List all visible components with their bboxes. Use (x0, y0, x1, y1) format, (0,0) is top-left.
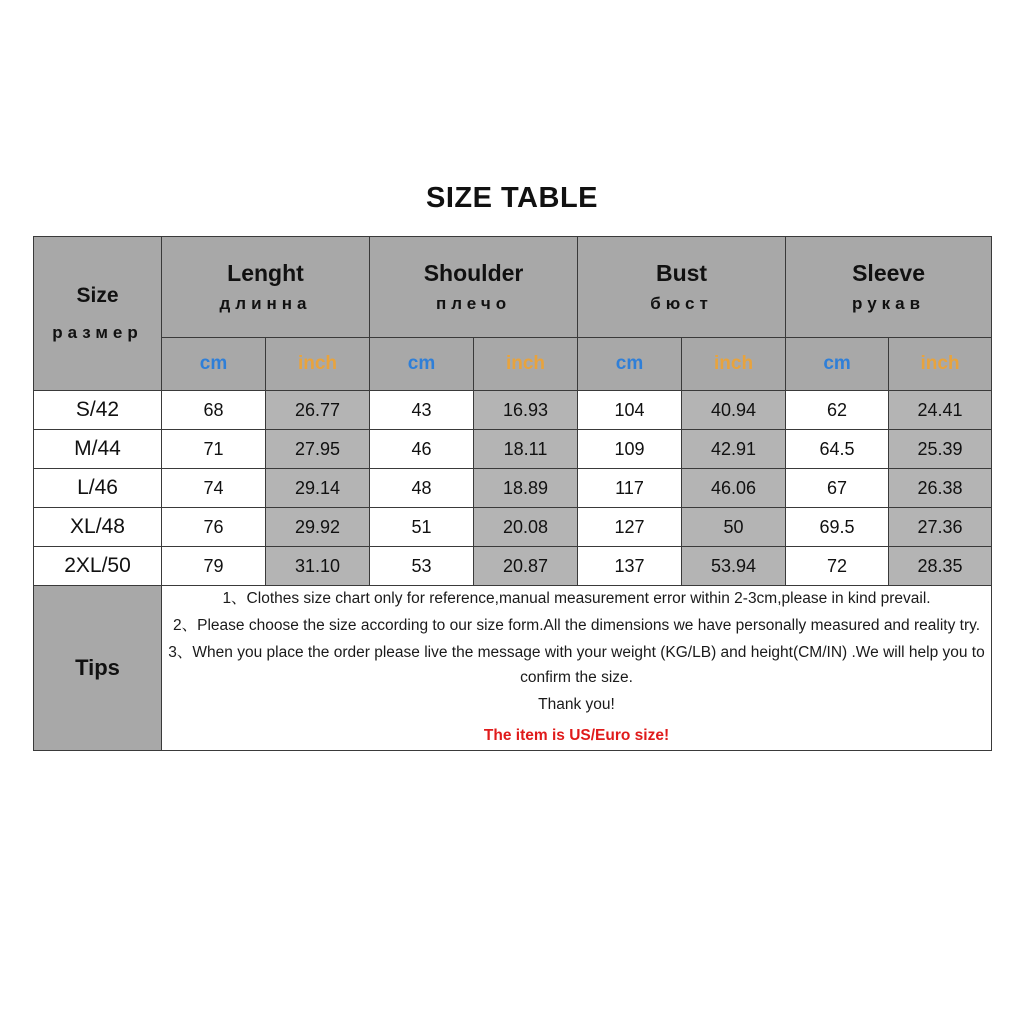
table-unit-row (34, 338, 992, 391)
cell-length-cm: 79 (162, 547, 266, 586)
cell-sleeve-inch: 28.35 (889, 547, 992, 586)
cell-shoulder-inch: 20.08 (474, 508, 578, 547)
unit-length-cm: cm (162, 338, 266, 391)
cell-shoulder-inch: 16.93 (474, 391, 578, 430)
unit-shoulder-cm: cm (370, 338, 474, 391)
cell-sleeve-inch: 27.36 (889, 508, 992, 547)
cell-shoulder-inch: 18.89 (474, 469, 578, 508)
cell-bust-cm: 117 (578, 469, 682, 508)
cell-shoulder-cm: 51 (370, 508, 474, 547)
table-row (34, 508, 992, 547)
table-header-row (34, 237, 992, 338)
cell-sleeve-inch: 25.39 (889, 430, 992, 469)
cell-shoulder-inch: 18.11 (474, 430, 578, 469)
cell-bust-inch: 53.94 (682, 547, 786, 586)
cell-length-inch: 29.14 (266, 469, 370, 508)
cell-sleeve-cm: 69.5 (786, 508, 889, 547)
unit-sleeve-cm: cm (786, 338, 889, 391)
header-group-length-ru: длинна (219, 294, 312, 313)
table-row (34, 430, 992, 469)
cell-length-inch: 29.92 (266, 508, 370, 547)
header-group-sleeve (786, 237, 992, 338)
unit-sleeve-inch: inch (889, 338, 992, 391)
header-size-ru: размер (52, 322, 143, 342)
cell-bust-cm: 109 (578, 430, 682, 469)
header-group-bust (578, 237, 786, 338)
tips-line-2: 2、Please choose the size according to our size form.All the dimensions we have personally measured and reality try. (173, 617, 981, 635)
cell-sleeve-cm: 62 (786, 391, 889, 430)
cell-bust-inch: 46.06 (682, 469, 786, 508)
header-group-sleeve-ru: рукав (852, 294, 926, 313)
row-size-label: XL/48 (34, 508, 162, 547)
cell-length-cm: 76 (162, 508, 266, 547)
cell-length-cm: 74 (162, 469, 266, 508)
cell-bust-cm: 104 (578, 391, 682, 430)
unit-shoulder-inch: inch (474, 338, 578, 391)
header-group-bust-ru: бюст (650, 294, 713, 313)
cell-length-inch: 27.95 (266, 430, 370, 469)
tips-line-4: Thank you! (538, 696, 615, 714)
row-size-label: S/42 (34, 391, 162, 430)
header-group-length (162, 237, 370, 338)
tips-highlight: The item is US/Euro size! (483, 726, 670, 744)
cell-length-inch: 26.77 (266, 391, 370, 430)
row-size-label: 2XL/50 (34, 547, 162, 586)
table-row (34, 547, 992, 586)
header-size-en: Size (76, 283, 119, 307)
header-size-cell (34, 237, 162, 391)
table-row (34, 469, 992, 508)
cell-shoulder-cm: 43 (370, 391, 474, 430)
tips-body (162, 586, 992, 751)
cell-length-inch: 31.10 (266, 547, 370, 586)
tips-label: Tips (34, 586, 162, 751)
cell-sleeve-cm: 72 (786, 547, 889, 586)
cell-bust-inch: 50 (682, 508, 786, 547)
cell-shoulder-cm: 48 (370, 469, 474, 508)
page-title: SIZE TABLE (425, 182, 599, 214)
cell-sleeve-cm: 64.5 (786, 430, 889, 469)
cell-bust-cm: 137 (578, 547, 682, 586)
unit-bust-cm: cm (578, 338, 682, 391)
header-group-shoulder (370, 237, 578, 338)
unit-length-inch: inch (266, 338, 370, 391)
cell-bust-cm: 127 (578, 508, 682, 547)
header-group-shoulder-en: Shoulder (423, 260, 524, 286)
table-row (34, 391, 992, 430)
cell-sleeve-inch: 26.38 (889, 469, 992, 508)
cell-sleeve-inch: 24.41 (889, 391, 992, 430)
cell-bust-inch: 40.94 (682, 391, 786, 430)
cell-shoulder-cm: 46 (370, 430, 474, 469)
cell-sleeve-cm: 67 (786, 469, 889, 508)
header-group-length-en: Lenght (227, 260, 304, 286)
cell-shoulder-cm: 53 (370, 547, 474, 586)
row-size-label: M/44 (34, 430, 162, 469)
tips-line-3: 3、When you place the order please live the message with your weight (KG/LB) and height(CM/IN) .We will help you to confirm the size. (168, 644, 985, 687)
cell-bust-inch: 42.91 (682, 430, 786, 469)
size-table-container (33, 236, 991, 751)
cell-length-cm: 71 (162, 430, 266, 469)
tips-line-1: 1、Clothes size chart only for reference,manual measurement error within 2-3cm,please in kind prevail. (222, 590, 931, 607)
header-group-bust-en: Bust (655, 260, 708, 286)
tips-row (34, 586, 992, 751)
header-group-sleeve-en: Sleeve (852, 260, 925, 286)
cell-shoulder-inch: 20.87 (474, 547, 578, 586)
size-table (33, 236, 992, 751)
cell-length-cm: 68 (162, 391, 266, 430)
row-size-label: L/46 (34, 469, 162, 508)
header-group-shoulder-ru: плечо (435, 294, 512, 313)
unit-bust-inch: inch (682, 338, 786, 391)
